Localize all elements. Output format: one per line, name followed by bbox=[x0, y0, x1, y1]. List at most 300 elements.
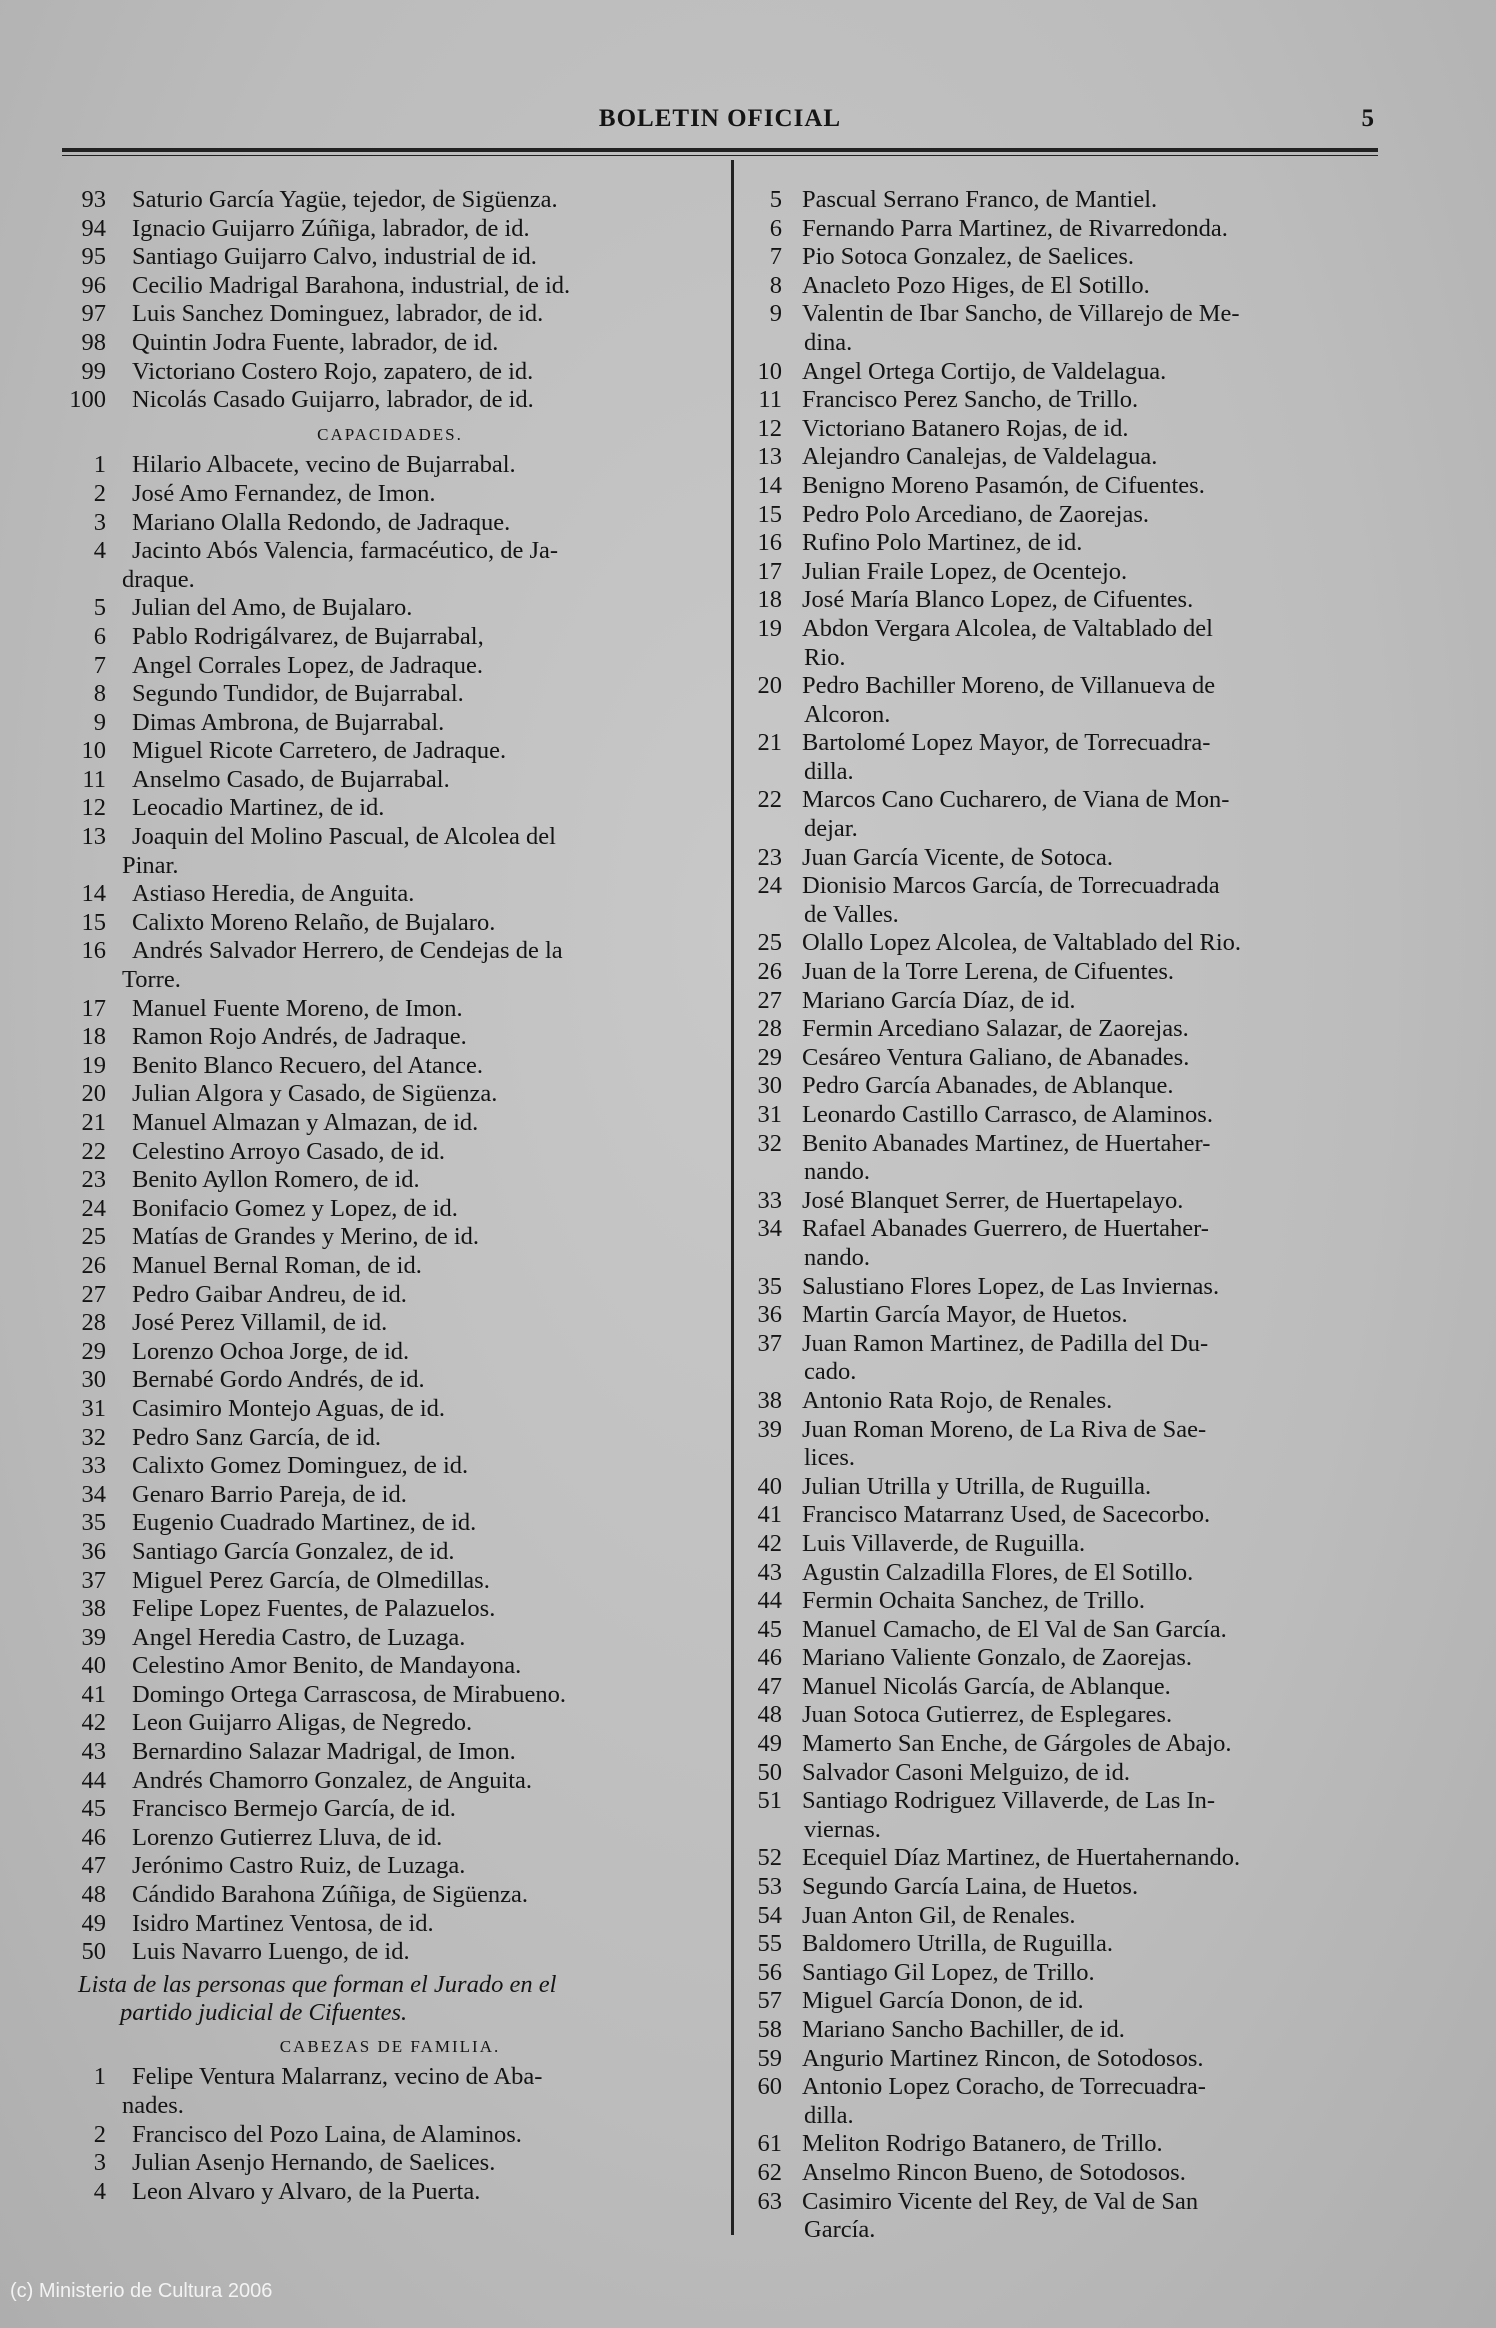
entry-number: 29 bbox=[81, 1337, 106, 1365]
entry-text: Pio Sotoca Gonzalez, de Saelices. bbox=[802, 243, 1135, 271]
entry-number: 3 bbox=[93, 508, 106, 536]
entry-number: 54 bbox=[757, 1901, 782, 1929]
list-item bbox=[60, 1509, 720, 1538]
list-item bbox=[60, 1595, 720, 1624]
entry-text: Miguel Perez García, de Olmedillas. bbox=[132, 1566, 490, 1594]
capacidades-list bbox=[60, 451, 720, 1966]
entry-text: Santiago Gil Lopez, de Trillo. bbox=[802, 1958, 1095, 1986]
entry-text: Cecilio Madrigal Barahona, industrial, de id. bbox=[132, 271, 571, 299]
entry-continuation: dilla. bbox=[804, 757, 854, 785]
entry-text: Benito Blanco Recuero, del Atance. bbox=[132, 1051, 484, 1079]
entry-text: Pedro Sanz García, de id. bbox=[132, 1423, 381, 1451]
entry-text: Jerónimo Castro Ruiz, de Luzaga. bbox=[132, 1852, 466, 1880]
entry-text: Santiago Guijarro Calvo, industrial de id. bbox=[132, 243, 537, 271]
page-number: 5 bbox=[1361, 105, 1374, 132]
entry-number: 6 bbox=[93, 622, 106, 650]
entry-text: Benigno Moreno Pasamón, de Cifuentes. bbox=[802, 471, 1205, 499]
entry-number: 23 bbox=[81, 1166, 106, 1194]
list-item bbox=[60, 823, 720, 852]
list-item bbox=[60, 652, 720, 681]
entry-text: Angel Ortega Cortijo, de Valdelagua. bbox=[802, 357, 1167, 385]
entry-text: Luis Navarro Luengo, de id. bbox=[132, 1938, 410, 1966]
entry-text: Manuel Nicolás García, de Ablanque. bbox=[802, 1672, 1171, 1700]
entry-text: Pablo Rodrigálvarez, de Bujarrabal, bbox=[132, 622, 484, 650]
entry-number: 55 bbox=[757, 1930, 782, 1958]
entry-text: Mariano Olalla Redondo, de Jadraque. bbox=[132, 508, 511, 536]
entry-number: 36 bbox=[757, 1301, 782, 1329]
cabezas-list-continued bbox=[742, 186, 1397, 2245]
list-item bbox=[60, 709, 720, 738]
entry-number: 30 bbox=[757, 1072, 782, 1100]
entry-number: 19 bbox=[757, 614, 782, 642]
entry-text: Julian Fraile Lopez, de Ocentejo. bbox=[802, 557, 1128, 585]
list-item bbox=[742, 1101, 1397, 1130]
entry-text: Rafael Abanades Guerrero, de Huertaher- bbox=[802, 1215, 1209, 1243]
jurado-title-line2: partido judicial de Cifuentes. bbox=[120, 1998, 408, 2026]
entry-number: 96 bbox=[81, 271, 106, 299]
list-item bbox=[60, 2121, 720, 2150]
entry-number: 46 bbox=[757, 1644, 782, 1672]
list-item bbox=[60, 937, 720, 966]
entry-number: 20 bbox=[757, 672, 782, 700]
right-column bbox=[742, 186, 1397, 2245]
entry-number: 45 bbox=[757, 1615, 782, 1643]
entry-text: Casimiro Montejo Aguas, de id. bbox=[132, 1394, 446, 1422]
entry-text: José María Blanco Lopez, de Cifuentes. bbox=[802, 586, 1194, 614]
entry-text: Leon Alvaro y Alvaro, de la Puerta. bbox=[132, 2177, 481, 2205]
entry-number: 32 bbox=[81, 1423, 106, 1451]
entry-number: 33 bbox=[81, 1452, 106, 1480]
entry-text: Saturio García Yagüe, tejedor, de Sigüenza. bbox=[132, 186, 558, 213]
entry-number: 30 bbox=[81, 1366, 106, 1394]
entry-continuation: dilla. bbox=[804, 2101, 854, 2129]
entry-number: 34 bbox=[81, 1480, 106, 1508]
list-item bbox=[60, 386, 720, 415]
entry-number: 9 bbox=[769, 300, 782, 328]
list-item bbox=[60, 272, 720, 301]
list-item bbox=[742, 1501, 1397, 1530]
entry-number: 18 bbox=[81, 1023, 106, 1051]
entry-number: 29 bbox=[757, 1043, 782, 1071]
entry-text: José Perez Villamil, de id. bbox=[132, 1309, 388, 1337]
entry-text: Felipe Lopez Fuentes, de Palazuelos. bbox=[132, 1595, 496, 1623]
entry-text: Lorenzo Gutierrez Lluva, de id. bbox=[132, 1823, 443, 1851]
left-column bbox=[60, 186, 720, 2206]
entry-text: Salvador Casoni Melguizo, de id. bbox=[802, 1758, 1130, 1786]
list-item bbox=[60, 243, 720, 272]
entry-number: 56 bbox=[757, 1958, 782, 1986]
list-item bbox=[742, 1701, 1397, 1730]
entry-number: 17 bbox=[81, 994, 106, 1022]
entry-number: 50 bbox=[81, 1938, 106, 1966]
entry-text: Pedro Gaibar Andreu, de id. bbox=[132, 1280, 407, 1308]
entry-text: Martin García Mayor, de Huetos. bbox=[802, 1301, 1128, 1329]
entry-number: 23 bbox=[757, 843, 782, 871]
list-item bbox=[742, 415, 1397, 444]
entry-continuation: Torre. bbox=[122, 966, 181, 994]
entry-text: Meliton Rodrigo Batanero, de Trillo. bbox=[802, 2130, 1163, 2158]
entry-continuation: dejar. bbox=[804, 815, 858, 843]
entry-number: 1 bbox=[93, 451, 106, 479]
list-item bbox=[60, 1824, 720, 1853]
entry-number: 43 bbox=[81, 1738, 106, 1766]
list-item bbox=[742, 1273, 1397, 1302]
entry-number: 50 bbox=[757, 1758, 782, 1786]
entry-text: Fernando Parra Martinez, de Rivarredonda. bbox=[802, 214, 1228, 242]
entry-text: Celestino Amor Benito, de Mandayona. bbox=[132, 1652, 522, 1680]
list-item bbox=[60, 1481, 720, 1510]
entry-text: Mamerto San Enche, de Gárgoles de Abajo. bbox=[802, 1730, 1232, 1758]
entry-text: Manuel Bernal Roman, de id. bbox=[132, 1251, 422, 1279]
list-item bbox=[742, 472, 1397, 501]
entry-text: Francisco Matarranz Used, de Sacecorbo. bbox=[802, 1501, 1211, 1529]
entry-number: 61 bbox=[757, 2130, 782, 2158]
entry-text: Segundo García Laina, de Huetos. bbox=[802, 1873, 1139, 1901]
list-item bbox=[742, 1044, 1397, 1073]
entry-text: Juan Anton Gil, de Renales. bbox=[802, 1901, 1076, 1929]
entry-number: 49 bbox=[757, 1730, 782, 1758]
entry-number: 44 bbox=[81, 1766, 106, 1794]
list-item bbox=[60, 766, 720, 795]
list-item bbox=[60, 300, 720, 329]
entry-text: Marcos Cano Cucharero, de Viana de Mon- bbox=[802, 786, 1230, 814]
entry-text: Antonio Rata Rojo, de Renales. bbox=[802, 1386, 1113, 1414]
entry-text: Joaquin del Molino Pascual, de Alcolea del bbox=[132, 823, 556, 851]
copyright-notice: (c) Ministerio de Cultura 2006 bbox=[10, 2280, 273, 2302]
entry-text: Baldomero Utrilla, de Ruguilla. bbox=[802, 1930, 1113, 1958]
entry-number: 22 bbox=[81, 1137, 106, 1165]
entry-text: Leonardo Castillo Carrasco, de Alaminos. bbox=[802, 1101, 1213, 1128]
entry-number: 47 bbox=[81, 1852, 106, 1880]
list-item bbox=[742, 1902, 1397, 1931]
entry-text: Bartolomé Lopez Mayor, de Torrecuadra- bbox=[802, 729, 1211, 757]
entry-number: 32 bbox=[757, 1129, 782, 1157]
list-item bbox=[742, 1787, 1397, 1816]
page-header bbox=[60, 105, 1380, 145]
list-item bbox=[742, 186, 1397, 215]
list-item bbox=[742, 1759, 1397, 1788]
entry-number: 24 bbox=[81, 1194, 106, 1222]
list-item bbox=[60, 995, 720, 1024]
entry-number: 22 bbox=[757, 786, 782, 814]
list-item bbox=[60, 1852, 720, 1881]
entry-text: Jacinto Abós Valencia, farmacéutico, de Ja- bbox=[132, 537, 559, 565]
list-item bbox=[742, 844, 1397, 873]
entry-number: 8 bbox=[93, 680, 106, 708]
entry-number: 43 bbox=[757, 1558, 782, 1586]
entry-number: 28 bbox=[757, 1015, 782, 1043]
entry-text: Santiago Rodriguez Villaverde, de Las In- bbox=[802, 1787, 1216, 1815]
entry-text: Felipe Ventura Malarranz, vecino de Aba- bbox=[132, 2063, 543, 2091]
list-item bbox=[742, 987, 1397, 1016]
list-item bbox=[60, 1166, 720, 1195]
entry-number: 100 bbox=[69, 386, 106, 414]
list-item bbox=[742, 272, 1397, 301]
header-rule-thin bbox=[62, 155, 1378, 156]
entry-number: 11 bbox=[758, 386, 782, 414]
list-item bbox=[742, 1473, 1397, 1502]
list-item bbox=[742, 1130, 1397, 1159]
list-item bbox=[742, 672, 1397, 701]
entry-number: 26 bbox=[757, 958, 782, 986]
entry-text: Segundo Tundidor, de Bujarrabal. bbox=[132, 680, 464, 708]
entry-number: 20 bbox=[81, 1080, 106, 1108]
entry-text: Angel Heredia Castro, de Luzaga. bbox=[132, 1623, 466, 1651]
entry-text: Matías de Grandes y Merino, de id. bbox=[132, 1223, 479, 1251]
entry-number: 59 bbox=[757, 2044, 782, 2072]
list-item bbox=[742, 215, 1397, 244]
entry-number: 40 bbox=[757, 1472, 782, 1500]
list-item bbox=[742, 615, 1397, 644]
list-item bbox=[742, 958, 1397, 987]
entry-text: Abdon Vergara Alcolea, de Valtablado del bbox=[802, 614, 1213, 642]
entry-number: 13 bbox=[81, 823, 106, 851]
entry-text: Mariano Valiente Gonzalo, de Zaorejas. bbox=[802, 1644, 1193, 1672]
list-item bbox=[60, 1023, 720, 1052]
list-item bbox=[60, 1910, 720, 1939]
entry-number: 25 bbox=[81, 1223, 106, 1251]
entry-continuation: Alcoron. bbox=[804, 700, 891, 728]
entry-text: Astiaso Heredia, de Anguita. bbox=[132, 880, 415, 908]
list-item bbox=[60, 909, 720, 938]
list-item bbox=[742, 1301, 1397, 1330]
list-item bbox=[60, 1567, 720, 1596]
entry-continuation: García. bbox=[804, 2216, 876, 2244]
list-item bbox=[60, 537, 720, 566]
entry-text: Leocadio Martinez, de id. bbox=[132, 794, 385, 822]
list-item bbox=[742, 501, 1397, 530]
entry-text: Dionisio Marcos García, de Torrecuadrada bbox=[802, 872, 1220, 900]
list-item bbox=[742, 1330, 1397, 1359]
list-item bbox=[60, 1709, 720, 1738]
entry-number: 53 bbox=[757, 1873, 782, 1901]
list-item bbox=[60, 1309, 720, 1338]
entry-text: Agustin Calzadilla Flores, de El Sotillo. bbox=[802, 1558, 1194, 1586]
entry-text: Santiago García Gonzalez, de id. bbox=[132, 1537, 455, 1565]
entry-number: 26 bbox=[81, 1251, 106, 1279]
entry-text: Benito Abanades Martinez, de Huertaher- bbox=[802, 1129, 1211, 1157]
list-item bbox=[60, 1538, 720, 1567]
entry-number: 11 bbox=[82, 765, 106, 793]
entry-number: 19 bbox=[81, 1051, 106, 1079]
entry-text: Bernardino Salazar Madrigal, de Imon. bbox=[132, 1738, 516, 1766]
entry-text: Mariano García Díaz, de id. bbox=[802, 986, 1076, 1014]
entry-number: 5 bbox=[93, 594, 106, 622]
list-item bbox=[60, 1252, 720, 1281]
list-item bbox=[60, 358, 720, 387]
entry-number: 16 bbox=[757, 529, 782, 557]
entry-number: 15 bbox=[757, 500, 782, 528]
entry-text: Bonifacio Gomez y Lopez, de id. bbox=[132, 1194, 458, 1222]
capacidades-heading: CAPACIDADES. bbox=[317, 424, 463, 444]
entry-number: 28 bbox=[81, 1309, 106, 1337]
entry-text: Pascual Serrano Franco, de Mantiel. bbox=[802, 186, 1158, 213]
list-item bbox=[60, 1652, 720, 1681]
entry-text: Ignacio Guijarro Zúñiga, labrador, de id. bbox=[132, 214, 530, 242]
list-item bbox=[60, 1738, 720, 1767]
entry-number: 94 bbox=[81, 214, 106, 242]
entry-number: 7 bbox=[93, 651, 106, 679]
entry-text: Angel Corrales Lopez, de Jadraque. bbox=[132, 651, 484, 679]
list-item bbox=[742, 1559, 1397, 1588]
entry-text: Andrés Chamorro Gonzalez, de Anguita. bbox=[132, 1766, 533, 1794]
entry-text: Francisco del Pozo Laina, de Alaminos. bbox=[132, 2120, 522, 2148]
entry-continuation: Pinar. bbox=[122, 851, 179, 879]
entry-text: Genaro Barrio Pareja, de id. bbox=[132, 1480, 407, 1508]
list-item bbox=[742, 786, 1397, 815]
entry-number: 46 bbox=[81, 1823, 106, 1851]
list-item bbox=[742, 529, 1397, 558]
list-item bbox=[742, 586, 1397, 615]
entry-number: 38 bbox=[757, 1386, 782, 1414]
entry-number: 27 bbox=[757, 986, 782, 1014]
entry-text: José Blanquet Serrer, de Huertapelayo. bbox=[802, 1186, 1184, 1214]
entry-text: Juan de la Torre Lerena, de Cifuentes. bbox=[802, 958, 1174, 986]
list-item bbox=[742, 1730, 1397, 1759]
entry-number: 1 bbox=[93, 2063, 106, 2091]
list-item bbox=[60, 1109, 720, 1138]
list-item bbox=[60, 1881, 720, 1910]
list-item bbox=[742, 1673, 1397, 1702]
entry-text: Calixto Gomez Dominguez, de id. bbox=[132, 1452, 469, 1480]
entry-text: Alejandro Canalejas, de Valdelagua. bbox=[802, 443, 1158, 471]
entry-number: 27 bbox=[81, 1280, 106, 1308]
entry-text: Manuel Almazan y Almazan, de id. bbox=[132, 1109, 479, 1136]
entry-number: 40 bbox=[81, 1652, 106, 1680]
entry-text: Casimiro Vicente del Rey, de Val de San bbox=[802, 2187, 1199, 2215]
entry-text: Julian Algora y Casado, de Sigüenza. bbox=[132, 1080, 498, 1108]
list-item bbox=[60, 1767, 720, 1796]
entry-continuation: de Valles. bbox=[804, 900, 899, 928]
list-item bbox=[742, 1215, 1397, 1244]
entry-number: 21 bbox=[81, 1109, 106, 1136]
list-item bbox=[742, 443, 1397, 472]
entry-text: Manuel Fuente Moreno, de Imon. bbox=[132, 994, 463, 1022]
cabezas-list bbox=[60, 2063, 720, 2206]
entry-number: 42 bbox=[757, 1529, 782, 1557]
entry-text: Miguel Ricote Carretero, de Jadraque. bbox=[132, 737, 507, 765]
list-item bbox=[742, 2188, 1397, 2217]
list-item bbox=[60, 215, 720, 244]
entry-text: Manuel Camacho, de El Val de San García. bbox=[802, 1615, 1227, 1643]
entry-number: 35 bbox=[81, 1509, 106, 1537]
entry-number: 51 bbox=[757, 1787, 782, 1815]
list-item bbox=[60, 1052, 720, 1081]
list-item bbox=[742, 2073, 1397, 2102]
list-item bbox=[742, 300, 1397, 329]
list-item bbox=[60, 329, 720, 358]
entry-number: 95 bbox=[81, 243, 106, 271]
entry-text: Anselmo Rincon Bueno, de Sotodosos. bbox=[802, 2158, 1186, 2186]
entry-continuation: nades. bbox=[122, 2092, 184, 2119]
entry-text: Nicolás Casado Guijarro, labrador, de id. bbox=[132, 386, 534, 414]
list-item bbox=[60, 1681, 720, 1710]
entry-text: Dimas Ambrona, de Bujarrabal. bbox=[132, 708, 445, 736]
entry-continuation: Rio. bbox=[804, 643, 846, 671]
entry-number: 5 bbox=[769, 186, 782, 213]
entry-number: 4 bbox=[93, 2177, 106, 2205]
list-item bbox=[60, 2063, 720, 2092]
entry-text: Julian del Amo, de Bujalaro. bbox=[132, 594, 413, 622]
list-item bbox=[742, 243, 1397, 272]
entry-text: Rufino Polo Martinez, de id. bbox=[802, 529, 1083, 557]
entry-continuation: dina. bbox=[804, 328, 853, 356]
list-item bbox=[742, 386, 1397, 415]
entry-text: Quintin Jodra Fuente, labrador, de id. bbox=[132, 328, 499, 356]
list-item bbox=[742, 2130, 1397, 2159]
list-item bbox=[742, 2016, 1397, 2045]
entry-number: 31 bbox=[757, 1101, 782, 1128]
header-rule-thick bbox=[62, 148, 1378, 152]
entry-text: Fermin Ochaita Sanchez, de Trillo. bbox=[802, 1587, 1145, 1615]
entry-number: 8 bbox=[769, 271, 782, 299]
entry-number: 10 bbox=[757, 357, 782, 385]
entry-text: Luis Sanchez Dominguez, labrador, de id. bbox=[132, 300, 544, 328]
entry-number: 15 bbox=[81, 908, 106, 936]
entry-text: Pedro Bachiller Moreno, de Villanueva de bbox=[802, 672, 1216, 700]
entry-number: 62 bbox=[757, 2158, 782, 2186]
entry-number: 42 bbox=[81, 1709, 106, 1737]
list-item bbox=[60, 186, 720, 215]
entry-text: Domingo Ortega Carrascosa, de Mirabueno. bbox=[132, 1680, 567, 1708]
list-item bbox=[742, 358, 1397, 387]
entry-number: 13 bbox=[757, 443, 782, 471]
entry-continuation: lices. bbox=[804, 1444, 856, 1472]
entry-text: Bernabé Gordo Andrés, de id. bbox=[132, 1366, 425, 1394]
list-item bbox=[742, 1844, 1397, 1873]
list-item bbox=[60, 1424, 720, 1453]
entry-number: 38 bbox=[81, 1595, 106, 1623]
list-item bbox=[60, 1080, 720, 1109]
list-item bbox=[60, 1795, 720, 1824]
entry-number: 21 bbox=[757, 729, 782, 757]
entry-text: Juan García Vicente, de Sotoca. bbox=[802, 843, 1114, 871]
entry-number: 17 bbox=[757, 557, 782, 585]
entry-number: 48 bbox=[81, 1881, 106, 1909]
entry-text: Angurio Martinez Rincon, de Sotodosos. bbox=[802, 2044, 1204, 2072]
entry-number: 14 bbox=[757, 471, 782, 499]
entry-number: 36 bbox=[81, 1537, 106, 1565]
list-item bbox=[60, 794, 720, 823]
entry-number: 24 bbox=[757, 872, 782, 900]
list-item bbox=[742, 1387, 1397, 1416]
entry-text: Valentin de Ibar Sancho, de Villarejo de Me- bbox=[802, 300, 1240, 328]
entry-continuation: draque. bbox=[122, 565, 195, 593]
entry-text: Ecequiel Díaz Martinez, de Huertahernando. bbox=[802, 1844, 1241, 1872]
entry-number: 31 bbox=[81, 1394, 106, 1422]
entry-text: Leon Guijarro Aligas, de Negredo. bbox=[132, 1709, 473, 1737]
column-divider bbox=[731, 160, 734, 2235]
list-item bbox=[742, 1587, 1397, 1616]
entry-text: Francisco Perez Sancho, de Trillo. bbox=[802, 386, 1139, 414]
entry-number: 25 bbox=[757, 929, 782, 957]
list-continuation bbox=[60, 186, 720, 415]
entry-text: Juan Ramon Martinez, de Padilla del Du- bbox=[802, 1329, 1209, 1357]
entry-text: Calixto Moreno Relaño, de Bujalaro. bbox=[132, 908, 496, 936]
entry-text: Victoriano Costero Rojo, zapatero, de id. bbox=[132, 357, 534, 385]
entry-number: 14 bbox=[81, 880, 106, 908]
entry-number: 6 bbox=[769, 214, 782, 242]
entry-text: Fermin Arcediano Salazar, de Zaorejas. bbox=[802, 1015, 1189, 1043]
list-item bbox=[60, 680, 720, 709]
entry-continuation: viernas. bbox=[804, 1815, 881, 1843]
entry-text: Julian Asenjo Hernando, de Saelices. bbox=[132, 2149, 496, 2177]
list-item bbox=[60, 480, 720, 509]
entry-text: Andrés Salvador Herrero, de Cendejas de la bbox=[132, 937, 563, 965]
list-item bbox=[60, 594, 720, 623]
entry-number: 48 bbox=[757, 1701, 782, 1729]
list-item bbox=[742, 2159, 1397, 2188]
